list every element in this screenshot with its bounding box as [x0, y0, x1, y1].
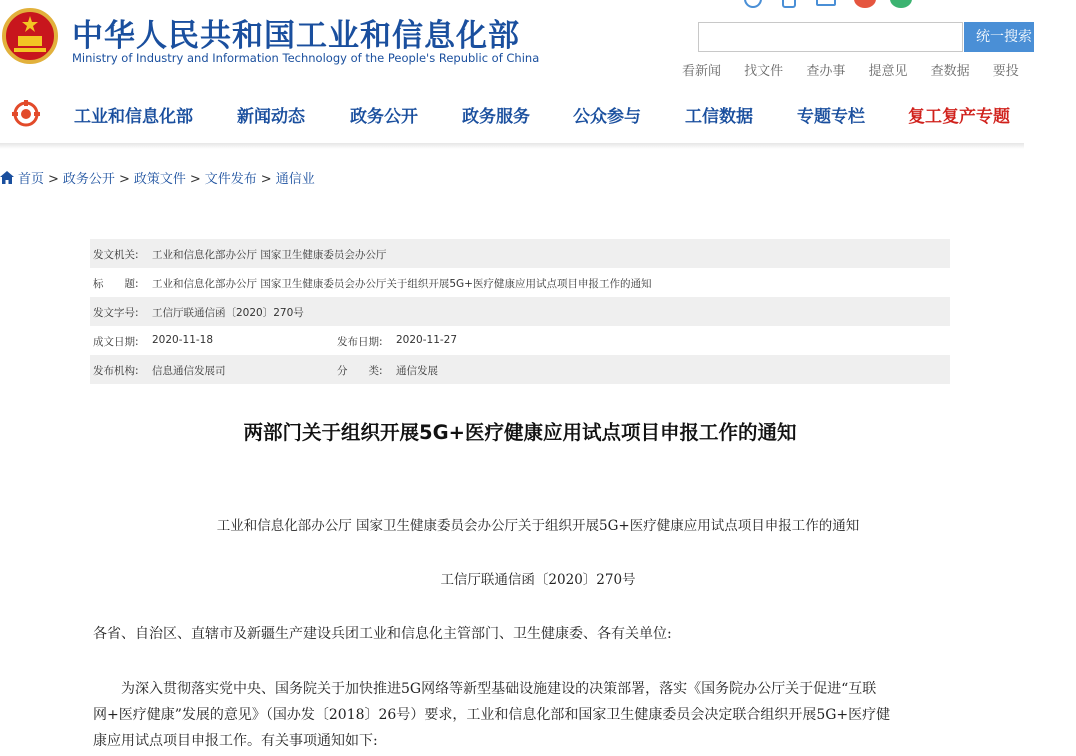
- search-input[interactable]: [698, 22, 963, 52]
- wechat-icon[interactable]: [890, 0, 912, 8]
- document-addressee: 各省、自治区、直辖市及新疆生产建设兵团工业和信息化主管部门、卫生健康委、各有关单位:: [93, 626, 672, 642]
- national-emblem-icon: [2, 6, 58, 66]
- meta-category-label: 分 类:: [337, 365, 383, 377]
- quick-link-news[interactable]: 看新闻: [682, 64, 722, 79]
- home-icon[interactable]: [0, 171, 14, 184]
- breadcrumb-file-release[interactable]: 文件发布: [204, 172, 257, 187]
- meta-publisher-label: 发布机构:: [93, 365, 139, 377]
- meta-row-publisher: [90, 355, 950, 384]
- meta-row-title: [90, 268, 950, 297]
- nav-item-resumption[interactable]: 复工复产专题: [908, 107, 1010, 127]
- nav-item-ministry[interactable]: 工业和信息化部: [74, 107, 193, 127]
- document-title: 两部门关于组织开展5G+医疗健康应用试点项目申报工作的通知: [243, 421, 797, 444]
- paragraph-line: 网+医疗健康”发展的意见》（国办发〔2018〕26号）要求，工业和信息化部和国家卫生健康委员会决定联合组织开展5G+医疗健: [93, 707, 891, 723]
- meta-title-value: 工业和信息化部办公厅 国家卫生健康委员会办公厅关于组织开展5G+医疗健康应用试点项目申报工作的通知: [152, 278, 652, 290]
- paragraph-line: 为深入贯彻落实党中央、国务院关于加快推进5G网络等新型基础设施建设的决策部署，落实《国务院办公厅关于促进“互联: [93, 681, 877, 697]
- breadcrumb-government-affairs[interactable]: 政务公开: [62, 172, 115, 187]
- meta-title-label: 标 题:: [93, 278, 139, 290]
- mail-icon[interactable]: [816, 0, 836, 6]
- breadcrumb: [0, 168, 315, 187]
- meta-row-doc-number: [90, 297, 950, 326]
- site-header: [0, 0, 1032, 88]
- meta-published-value: 2020-11-27: [396, 334, 458, 346]
- quick-link-more[interactable]: 要投: [992, 64, 1019, 79]
- mobile-icon[interactable]: [782, 0, 796, 8]
- weibo-icon[interactable]: [744, 0, 762, 8]
- nav-item-public-participation[interactable]: 公众参与: [573, 107, 641, 127]
- meta-row-dates: [90, 326, 950, 355]
- search-button[interactable]: 统一搜索: [964, 22, 1034, 52]
- quick-link-data[interactable]: 查数据: [930, 64, 970, 79]
- meta-doc-number-value: 工信厅联通信函〔2020〕270号: [152, 307, 304, 319]
- meta-category-value: 通信发展: [396, 365, 438, 377]
- meta-created-value: 2020-11-18: [152, 334, 214, 346]
- meta-doc-number-label: 发文字号:: [93, 307, 139, 319]
- quick-links: [682, 60, 1038, 79]
- main-nav: [0, 90, 1024, 138]
- breadcrumb-separator: >: [118, 172, 130, 187]
- meta-issuer-value: 工业和信息化部办公厅 国家卫生健康委员会办公厅: [152, 249, 387, 261]
- breadcrumb-separator: >: [260, 172, 272, 187]
- quick-link-feedback[interactable]: 提意见: [868, 64, 908, 79]
- document-number: 工信厅联通信函〔2020〕270号: [440, 572, 636, 588]
- paragraph-line: 康应用试点项目申报工作。有关事项通知如下:: [93, 733, 378, 749]
- meta-issuer-label: 发文机关:: [93, 249, 139, 261]
- breadcrumb-telecom[interactable]: 通信业: [275, 172, 315, 187]
- nav-divider: [0, 143, 1024, 149]
- nav-item-data[interactable]: 工信数据: [685, 107, 753, 127]
- ministry-logo-icon[interactable]: [12, 100, 40, 128]
- meta-published-label: 发布日期:: [337, 336, 383, 348]
- meta-created-label: 成文日期:: [93, 336, 139, 348]
- nav-item-government-affairs[interactable]: 政务公开: [350, 107, 418, 127]
- breadcrumb-separator: >: [189, 172, 201, 187]
- quick-link-files[interactable]: 找文件: [744, 64, 784, 79]
- meta-row-issuer: [90, 239, 950, 268]
- nav-item-news[interactable]: 新闻动态: [237, 107, 305, 127]
- breadcrumb-home[interactable]: 首页: [18, 172, 45, 187]
- document-metadata-table: [90, 239, 950, 384]
- site-title[interactable]: 中华人民共和国工业和信息化部: [72, 18, 520, 54]
- document-paragraph: [93, 676, 953, 754]
- quick-link-services[interactable]: 查办事: [806, 64, 846, 79]
- nav-item-special-topics[interactable]: 专题专栏: [797, 107, 865, 127]
- nav-item-government-services[interactable]: 政务服务: [462, 107, 530, 127]
- meta-publisher-value: 信息通信发展司: [152, 365, 226, 377]
- site-subtitle: Ministry of Industry and Information Technology of the People's Republic of China: [72, 51, 540, 65]
- document-subtitle: 工业和信息化部办公厅 国家卫生健康委员会办公厅关于组织开展5G+医疗健康应用试点项目申报工作的通知: [216, 518, 860, 534]
- weibo-red-icon[interactable]: [854, 0, 876, 8]
- breadcrumb-separator: >: [48, 172, 59, 187]
- breadcrumb-policy-files[interactable]: 政策文件: [133, 172, 186, 187]
